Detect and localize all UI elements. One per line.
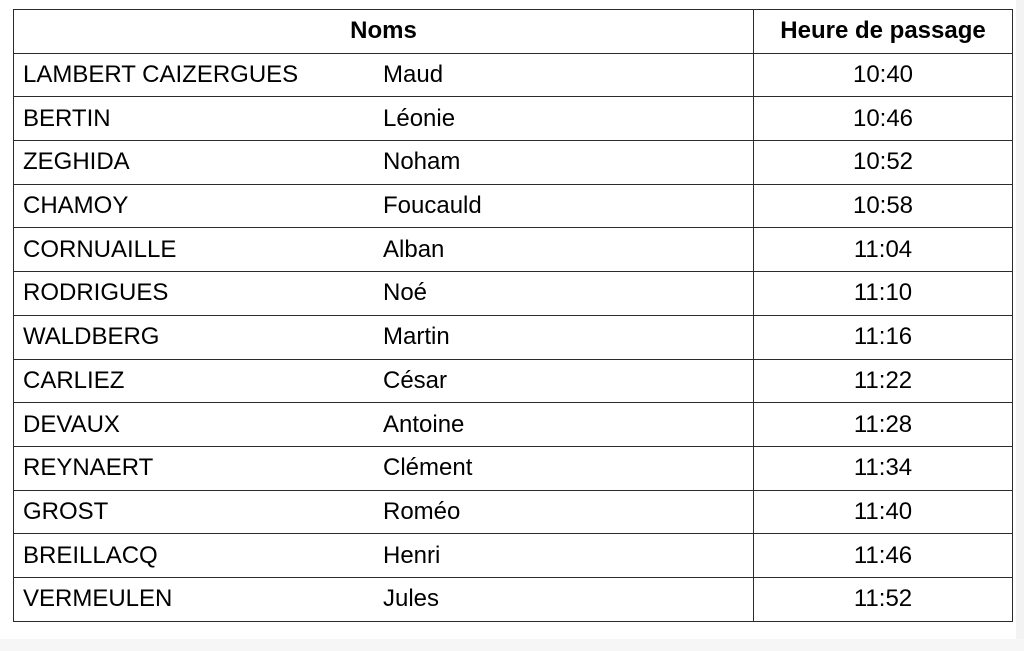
names-cell (14, 315, 754, 359)
time-cell: 11:04 (754, 228, 1013, 272)
last-name: BREILLACQ (23, 541, 158, 569)
first-name: Martin (383, 323, 450, 351)
table-row (14, 577, 1013, 621)
last-name: RODRIGUES (23, 279, 169, 307)
time-cell: 11:22 (754, 359, 1013, 403)
first-name: Antoine (383, 410, 465, 438)
table-row (14, 315, 1013, 359)
last-name: CARLIEZ (23, 366, 125, 394)
table-row (14, 141, 1013, 185)
first-name: Noé (383, 279, 428, 307)
first-name: Léonie (383, 104, 456, 132)
last-name: CHAMOY (23, 192, 129, 220)
names-cell (14, 272, 754, 316)
names-cell (14, 359, 754, 403)
names-cell (14, 490, 754, 534)
first-name: Foucauld (383, 192, 482, 220)
last-name: WALDBERG (23, 323, 160, 351)
names-cell (14, 534, 754, 578)
last-name: GROST (23, 497, 109, 525)
table-row (14, 490, 1013, 534)
names-cell (14, 53, 754, 97)
names-cell (14, 97, 754, 141)
names-cell (14, 403, 754, 447)
table-row (14, 184, 1013, 228)
last-name: VERMEULEN (23, 585, 173, 613)
first-name: Alban (383, 235, 445, 263)
names-cell (14, 446, 754, 490)
time-cell: 11:40 (754, 490, 1013, 534)
time-cell: 10:58 (754, 184, 1013, 228)
table-row (14, 359, 1013, 403)
bottom-edge-shade (0, 639, 1024, 651)
names-cell (14, 228, 754, 272)
table-row (14, 534, 1013, 578)
time-cell: 10:52 (754, 141, 1013, 185)
table-row (14, 446, 1013, 490)
last-name: LAMBERT CAIZERGUES (23, 61, 299, 89)
last-name: ZEGHIDA (23, 148, 130, 176)
time-cell: 11:52 (754, 577, 1013, 621)
header-row (14, 10, 1013, 54)
time-cell: 11:16 (754, 315, 1013, 359)
last-name: DEVAUX (23, 410, 120, 438)
last-name: BERTIN (23, 104, 111, 132)
first-name: Clément (383, 454, 473, 482)
first-name: Roméo (383, 497, 461, 525)
first-name: Jules (383, 585, 440, 613)
last-name: CORNUAILLE (23, 235, 177, 263)
names-cell (14, 184, 754, 228)
first-name: Maud (383, 61, 444, 89)
first-name: Henri (383, 541, 441, 569)
header-names: Noms (14, 10, 754, 54)
names-cell (14, 577, 754, 621)
time-cell: 11:34 (754, 446, 1013, 490)
table-row (14, 272, 1013, 316)
names-cell (14, 141, 754, 185)
time-cell: 11:10 (754, 272, 1013, 316)
schedule-table (13, 9, 1013, 622)
last-name: REYNAERT (23, 454, 154, 482)
time-cell: 11:46 (754, 534, 1013, 578)
header-time: Heure de passage (754, 10, 1013, 54)
first-name: César (383, 366, 448, 394)
table-row (14, 53, 1013, 97)
table-row (14, 97, 1013, 141)
right-edge-shade (1016, 0, 1024, 651)
time-cell: 10:40 (754, 53, 1013, 97)
table-row (14, 228, 1013, 272)
first-name: Noham (383, 148, 461, 176)
time-cell: 11:28 (754, 403, 1013, 447)
time-cell: 10:46 (754, 97, 1013, 141)
table-row (14, 403, 1013, 447)
